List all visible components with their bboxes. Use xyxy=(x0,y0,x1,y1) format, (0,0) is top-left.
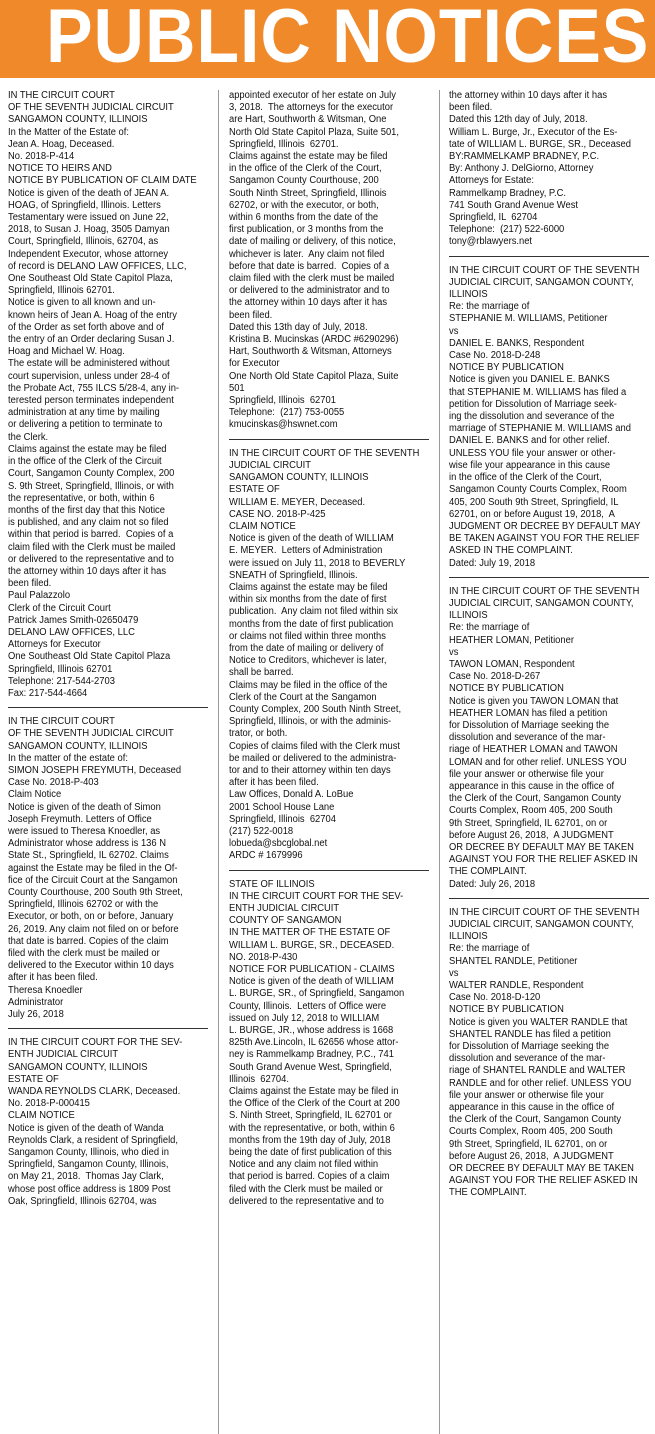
notices-column-1 xyxy=(8,90,208,1208)
notice-freymuth-estate: IN THE CIRCUIT COURT OF THE SEVENTH JUDICIAL CIRCUIT SANGAMON COUNTY, ILLINOIS In the matter of the estate of: SIMON JOSEPH FREYMUTH, Deceased Case No. 2018-P-403 Claim Notice Notice is given of the death of Simon Joseph Freymuth. Letters of Office were issued to Theresa Knoedler, as Administrator whose address is 136 N State St., Springfield, IL 62702. Claims against the Estate may be filed in the Of- fice of the Circuit Court at the Sangamon County Courthouse, 200 South 9th Street, Springfield, Illinois 62702 or with the Executor, or both, on or before, January 26, 2019. Any claim not filed on or before that date is barred. Copies of the claim filed with the clerk must be mailed or delivered to the Executor within 10 days after it has been filed. Theresa Knoedler Administrator July 26, 2018 xyxy=(8,716,183,1021)
column-rule xyxy=(439,90,440,1434)
notice-divider xyxy=(229,870,429,871)
notice-burge-estate: STATE OF ILLINOIS IN THE CIRCUIT COURT FOR THE SEV- ENTH JUDICIAL CIRCUIT COUNTY OF SANGAMON IN THE MATTER OF THE ESTATE OF WILLIAM L. BURGE, SR., DECEASED. NO. 2018-P-430 NOTICE FOR PUBLICATION - CLAIMS Notice is given of the death of WILLIAM L. BURGE, SR., of Springfield, Sangamon County, Illinois. Letters of Office were issued on July 12, 2018 to WILLIAM L. BURGE, JR., whose address is 1668 825th Ave.Lincoln, IL 62656 whose attor- ney is Rammelkamp Bradney, P.C., 741 South Grand Avenue West, Springfield, Illinois 62704. Claims against the Estate may be filed in the Office of the Clerk of the Court at 200 S. Ninth Street, Springfield, IL 62701 or with the representative, or both, within 6 months from the 19th day of July, 2018 being the date of first publication of this Notice and any claim not filed within that period is barred. Copies of a claim filed with the Clerk must be mailed or delivered to the representative and to xyxy=(229,878,405,1207)
notice-divider xyxy=(449,577,649,578)
notice-burge-estate-continued: the attorney within 10 days after it has been filed. Dated this 12th day of July, 2018. William L. Burge, Jr., Executor of the Es- tate of WILLIAM L. BURGE, SR., Deceased BY:RAMMELKAMP BRADNEY, P.C. By: Anthony J. DelGiorno, Attorney Attorneys for Estate: Rammelkamp Bradney, P.C. 741 South Grand Avenue West Springfield, IL 62704 Telephone: (217) 522-6000 tony@rblawyers.net xyxy=(449,90,631,248)
notices-column-2 xyxy=(229,90,429,1208)
notice-clark-estate: IN THE CIRCUIT COURT FOR THE SEV- ENTH JUDICIAL CIRCUIT SANGAMON COUNTY, ILLINOIS ESTATE OF WANDA REYNOLDS CLARK, Deceased. No. 2018-P-000415 CLAIM NOTICE Notice is given of the death of Wanda Reynolds Clark, a resident of Springfield, Sangamon County, Illinois, who died in Springfield, Sangamon County, Illinois, on May 21, 2018. Thomas Jay Clark, whose post office address is 1809 Post Oak, Springfield, Illinois 62704, was xyxy=(8,1037,183,1207)
notice-divider xyxy=(449,256,649,257)
notice-divider xyxy=(8,1028,208,1029)
notice-hoag-estate: IN THE CIRCUIT COURT OF THE SEVENTH JUDICIAL CIRCUIT SANGAMON COUNTY, ILLINOIS In the Matter of the Estate of: Jean A. Hoag, Deceased. No. 2018-P-414 NOTICE TO HEIRS AND NOTICE BY PUBLICATION OF CLAIM DATE Notice is given of the death of JEAN A. HOAG, of Springfield, Illinois. Letters Testamentary were issued on June 22, 2018, to Susan J. Hoag, 3505 Damyan Court, Springfield, Illinois, 62704, as Independent Executor, whose attorney of record is DELANO LAW OFFICES, LLC, One Southeast Old State Capitol Plaza, Springfield, Illinois 62701. Notice is given to all known and un- known heirs of Jean A. Hoag of the entry of the Order as set forth above and of the entry of an Order declaring Susan J. Hoag and Michael W. Hoag. The estate will be administered without court supervision, unless under 28-4 of the Probate Act, 755 ILCS 5/28-4, any in- terested person terminates independent administration at any time by mailing or delivering a petition to terminate to the Clerk. Claims against the estate may be filed in the office of the Clerk of the Circuit Court, Sangamon County Complex, 200 S. 9th Street, Springfield, Illinois, or with the representative, or both, within 6 months of the first day that this Notice is published, and any claim not so filed within that period is barred. Copies of a claim filed with the Clerk must be mailed or delivered to the representative and to the attorney within 10 days after it has been filed. Paul Palazzolo Clerk of the Circuit Court Patrick James Smith-02650479 DELANO LAW OFFICES, LLC Attorneys for Executor One Southeast Old State Capitol Plaza Springfield, Illinois 62701 Telephone: 217-544-2703 Fax: 217-544-4664 xyxy=(8,90,197,699)
notices-column-3 xyxy=(449,90,649,1200)
header-banner xyxy=(0,0,655,78)
notice-meyer-estate: IN THE CIRCUIT COURT OF THE SEVENTH JUDICIAL CIRCUIT SANGAMON COUNTY, ILLINOIS ESTATE OF WILLIAM E. MEYER, Deceased. CASE NO. 2018-P-425 CLAIM NOTICE Notice is given of the death of WILLIAM E. MEYER. Letters of Administration were issued on July 11, 2018 to BEVERLY SNEATH of Springfield, Illinois. Claims against the estate may be filed within six months from the date of first publication. Any claim not filed within six months from the date of first publication or claims not filed within three months from the date of mailing or delivery of Notice to Creditors, whichever is later, shall be barred. Claims may be filed in the office of the Clerk of the Court at the Sangamon County Complex, 200 South Ninth Street, Springfield, Illinois, or with the adminis- trator, or both. Copies of claims filed with the Clerk must be mailed or delivered to the administra- tor and to their attorney within ten days after it has been filed. Law Offices, Donald A. LoBue 2001 School House Lane Springfield, Illinois 62704 (217) 522-0018 lobueda@sbcglobal.net ARDC # 1679996 xyxy=(229,447,420,862)
notice-divider xyxy=(449,898,649,899)
notice-clark-estate-continued: appointed executor of her estate on July 3, 2018. The attorneys for the executor are Hart, Southworth & Witsman, One North Old State Capitol Plaza, Suite 501, Springfield, Illinois 62701. Claims against the estate may be filed in the office of the Clerk of the Court, Sangamon County Courthouse, 200 South Ninth Street, Springfield, Illinois 62702, or with the executor, or both, within 6 months from the date of the first publication, or 3 months from the date of mailing or delivery, of this notice, whichever is later. Any claim not filed before that date is barred. Copies of a claim filed with the clerk must be mailed or delivered to the administrator and to the attorney within 10 days after it has been filed. Dated this 13th day of July, 2018. Kristina B. Mucinskas (ARDC #6290296) Hart, Southworth & Witsman, Attorneys for Executor One North Old State Capitol Plaza, Suite 501 Springfield, Illinois 62701 Telephone: (217) 753-0055 kmucinskas@hswnet.com xyxy=(229,90,400,431)
notice-randle-marriage: IN THE CIRCUIT COURT OF THE SEVENTH JUDICIAL CIRCUIT, SANGAMON COUNTY, ILLINOIS Re: the marriage of SHANTEL RANDLE, Petitioner vs WALTER RANDLE, Respondent Case No. 2018-D-120 NOTICE BY PUBLICATION Notice is given you WALTER RANDLE that SHANTEL RANDLE has filed a petition for Dissolution of Marriage seeking the dissolution and severance of the mar- riage of SHANTEL RANDLE and WALTER RANDLE and for other relief. UNLESS YOU file your answer or otherwise file your appearance in this cause in the office of the Clerk of the Court, Sangamon County Courts Complex, Room 405, 200 South 9th Street, Springfield, IL 62701, on or before August 26, 2018, A JUDGMENT OR DECREE BY DEFAULT MAY BE TAKEN AGAINST YOU FOR THE RELIEF ASKED IN THE COMPLAINT. xyxy=(449,906,640,1199)
column-rule xyxy=(218,90,219,1434)
notice-williams-banks-marriage: IN THE CIRCUIT COURT OF THE SEVENTH JUDICIAL CIRCUIT, SANGAMON COUNTY, ILLINOIS Re: the marriage of STEPHANIE M. WILLIAMS, Petitioner vs DANIEL E. BANKS, Respondent Case No. 2018-D-248 NOTICE BY PUBLICATION Notice is given you DANIEL E. BANKS that STEPHANIE M. WILLIAMS has filed a petition for Dissolution of Marriage seek- ing the dissolution and severance of the marriage of STEPHANIE M. WILLIAMS and DANIEL E. BANKS and for other relief. UNLESS YOU file your answer or other- wise file your appearance in this cause in the office of the Clerk of the Court, Sangamon County Courts Complex, Room 405, 200 South 9th Street, Springfield, IL 62701, on or before August 19, 2018, A JUDGMENT OR DECREE BY DEFAULT MAY BE TAKEN AGAINST YOU FOR THE RELIEF ASKED IN THE COMPLAINT. Dated: July 19, 2018 xyxy=(449,264,641,569)
notice-loman-marriage: IN THE CIRCUIT COURT OF THE SEVENTH JUDICIAL CIRCUIT, SANGAMON COUNTY, ILLINOIS Re: the marriage of HEATHER LOMAN, Petitioner vs TAWON LOMAN, Respondent Case No. 2018-D-267 NOTICE BY PUBLICATION Notice is given you TAWON LOMAN that HEATHER LOMAN has filed a petition for Dissolution of Marriage seeking the dissolution and severance of the mar- riage of HEATHER LOMAN and TAWON LOMAN and for other relief. UNLESS YOU file your answer or otherwise file your appearance in this cause in the office of the Clerk of the Court, Sangamon County Courts Complex, Room 405, 200 South 9th Street, Springfield, IL 62701, on or before August 26, 2018, A JUDGMENT OR DECREE BY DEFAULT MAY BE TAKEN AGAINST YOU FOR THE RELIEF ASKED IN THE COMPLAINT. Dated: July 26, 2018 xyxy=(449,585,640,890)
notice-divider xyxy=(229,439,429,440)
notice-divider xyxy=(8,707,208,708)
page-title: PUBLIC NOTICES xyxy=(46,0,650,79)
